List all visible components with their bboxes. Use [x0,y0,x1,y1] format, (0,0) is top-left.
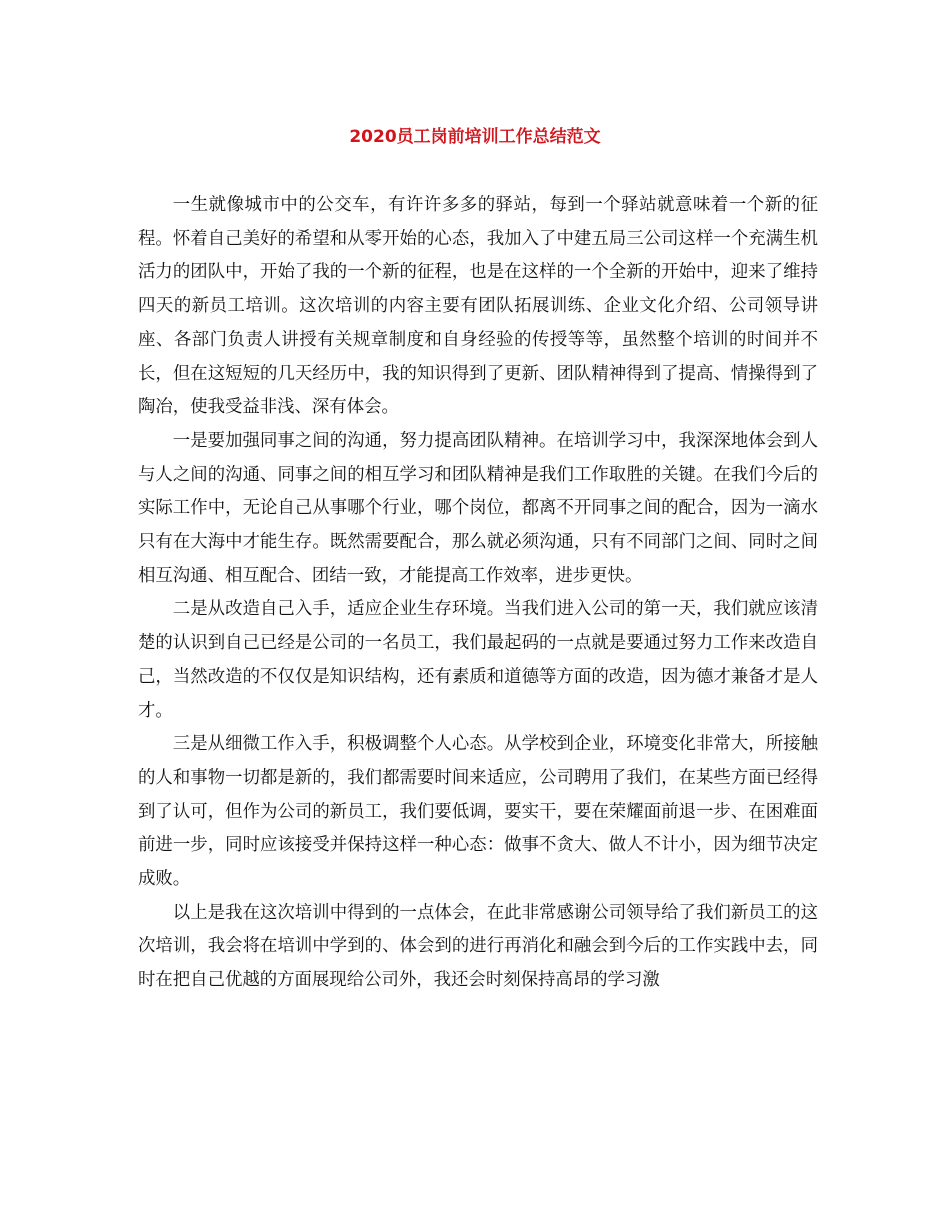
document-body [138,189,818,998]
paragraph-5: 以上是我在这次培训中得到的一点体会，在此非常感谢公司领导给了我们新员工的这次培训，我会将在培训中学到的、体会到的进行再消化和融会到今后的工作实践中去，同时在把自己优越的方面展现给公司外，我还会时刻保持高昂的学习激 [138,902,818,991]
paragraph-3: 二是从改造自己入手，适应企业生存环境。当我们进入公司的第一天，我们就应该清楚的认识到自己已经是公司的一名员工，我们最起码的一点就是要通过努力工作来改造自己，当然改造的不仅仅是知识结构，还有素质和道德等方面的改造，因为德才兼备才是人才。 [138,599,818,721]
document-title: 2020员工岗前培训工作总结范文 [349,127,601,147]
paragraph-4: 三是从细微工作入手，积极调整个人心态。从学校到企业，环境变化非常大，所接触的人和事物一切都是新的，我们都需要时间来适应，公司聘用了我们，在某些方面已经得到了认可，但作为公司的新员工，我们要低调，要实干，要在荣耀面前退一步、在困难面前进一步，同时应该接受并保持这样一种心态：做事不贪大、做人不计小，因为细节决定成败。 [138,734,818,890]
paragraph-2: 一是要加强同事之间的沟通，努力提高团队精神。在培训学习中，我深深地体会到人与人之间的沟通、同事之间的相互学习和团队精神是我们工作取胜的关键。在我们今后的实际工作中，无论自己从事哪个行业，哪个岗位，都离不开同事之间的配合，因为一滴水只有在大海中才能生存。既然需要配合，那么就必须沟通，只有不同部门之间、同时之间相互沟通、相互配合、团结一致，才能提高工作效率，进步更快。 [138,430,818,586]
paragraph-1: 一生就像城市中的公交车，有许许多多的驿站，每到一个驿站就意味着一个新的征程。怀着自己美好的希望和从零开始的心态，我加入了中建五局三公司这样一个充满生机活力的团队中，开始了我的一个新的征程，也是在这样的一个全新的开始中，迎来了维持四天的新员工培训。这次培训的内容主要有团队拓展训练、企业文化介绍、公司领导讲座、各部门负责人讲授有关规章制度和自身经验的传授等等，虽然整个培训的时间并不长，但在这短短的几天经历中，我的知识得到了更新、团队精神得到了提高、情操得到了陶冶，使我受益非浅、深有体会。 [138,195,818,418]
